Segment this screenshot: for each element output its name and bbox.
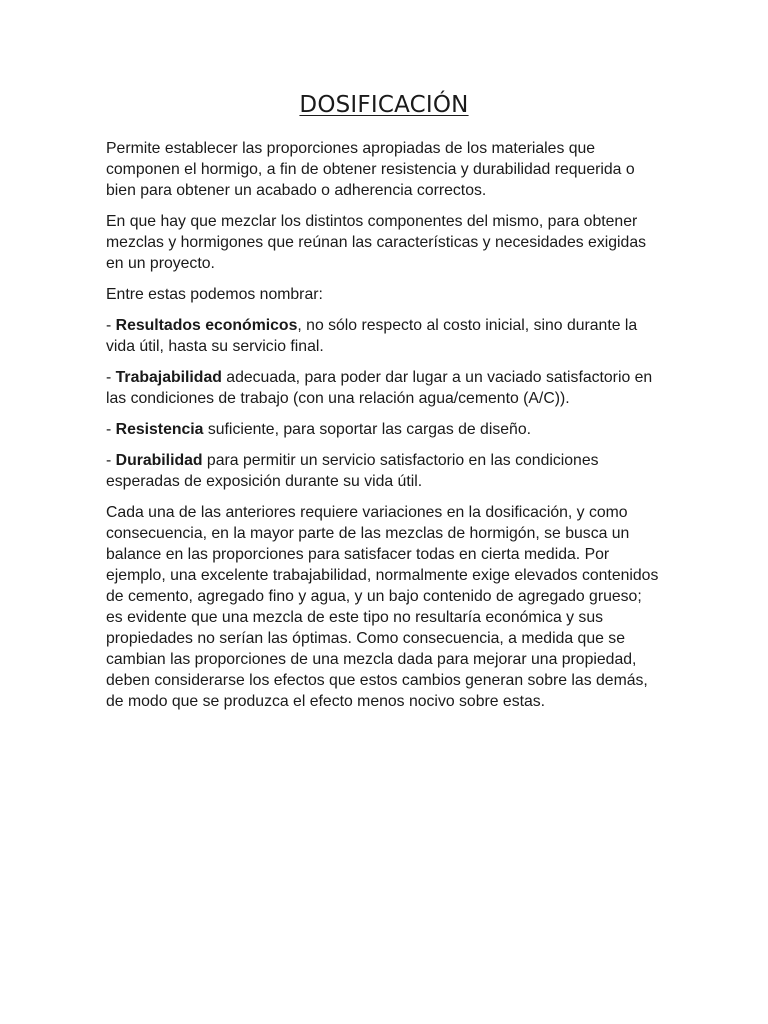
list-item-dash: -	[106, 421, 116, 438]
intro-paragraph: Permite establecer las proporciones apropiadas de los materiales que componen el hormigo, a fin de obtener resistencia y durabilidad requerida o bien para obtener un acabado o adherencia correctos.	[106, 140, 635, 199]
list-item-text: adecuada, para poder dar lugar a un vaciado satisfactorio en las condiciones de trabajo (con una relación agua/cemento (A/C)).	[106, 369, 653, 407]
mixing-paragraph: En que hay que mezclar los distintos componentes del mismo, para obtener mezclas y hormigones que reúnan las características y necesidades exigidas en un proyecto.	[106, 213, 647, 272]
list-item	[106, 315, 662, 357]
list-item-text: suficiente, para soportar las cargas de diseño.	[203, 421, 531, 438]
list-item-dash: -	[106, 452, 116, 469]
list-item	[106, 419, 662, 440]
list-item	[106, 367, 662, 409]
list-item-term: Resistencia	[115, 421, 204, 438]
list-item-text: para permitir un servicio satisfactorio en las condiciones esperadas de exposición durante su vida útil.	[106, 452, 599, 490]
list-item-term: Trabajabilidad	[115, 369, 222, 386]
list-item-term: Durabilidad	[115, 452, 203, 469]
document-body	[106, 138, 662, 722]
list-intro-paragraph: Entre estas podemos nombrar:	[106, 286, 323, 303]
document-title: DOSIFICACIÓN	[299, 92, 469, 118]
list-item-text: , no sólo respecto al costo inicial, sino durante la vida útil, hasta su servicio final.	[106, 317, 638, 355]
list-item	[106, 450, 662, 492]
list-item-term: Resultados económicos	[115, 317, 298, 334]
list-item-dash: -	[106, 369, 116, 386]
list-item-dash: -	[106, 317, 116, 334]
conclusion-paragraph: Cada una de las anteriores requiere variaciones en la dosificación, y como consecuencia, en la mayor parte de las mezclas de hormigón, se busca un balance en las proporciones para satisfacer todas en cierta medida. Por ejemplo, una excelente trabajabilidad, normalmente exige elevados contenidos de cemento, agregado fino y agua, y un bajo contenido de agregado grueso; es evidente que una mezcla de este tipo no resultaría económica y sus propiedades no serían las óptimas. Como consecuencia, a medida que se cambian las proporciones de una mezcla dada para mejorar una propiedad, deben considerarse los efectos que estos cambios generan sobre las demás, de modo que se produzca el efecto menos nocivo sobre estas.	[106, 504, 659, 710]
